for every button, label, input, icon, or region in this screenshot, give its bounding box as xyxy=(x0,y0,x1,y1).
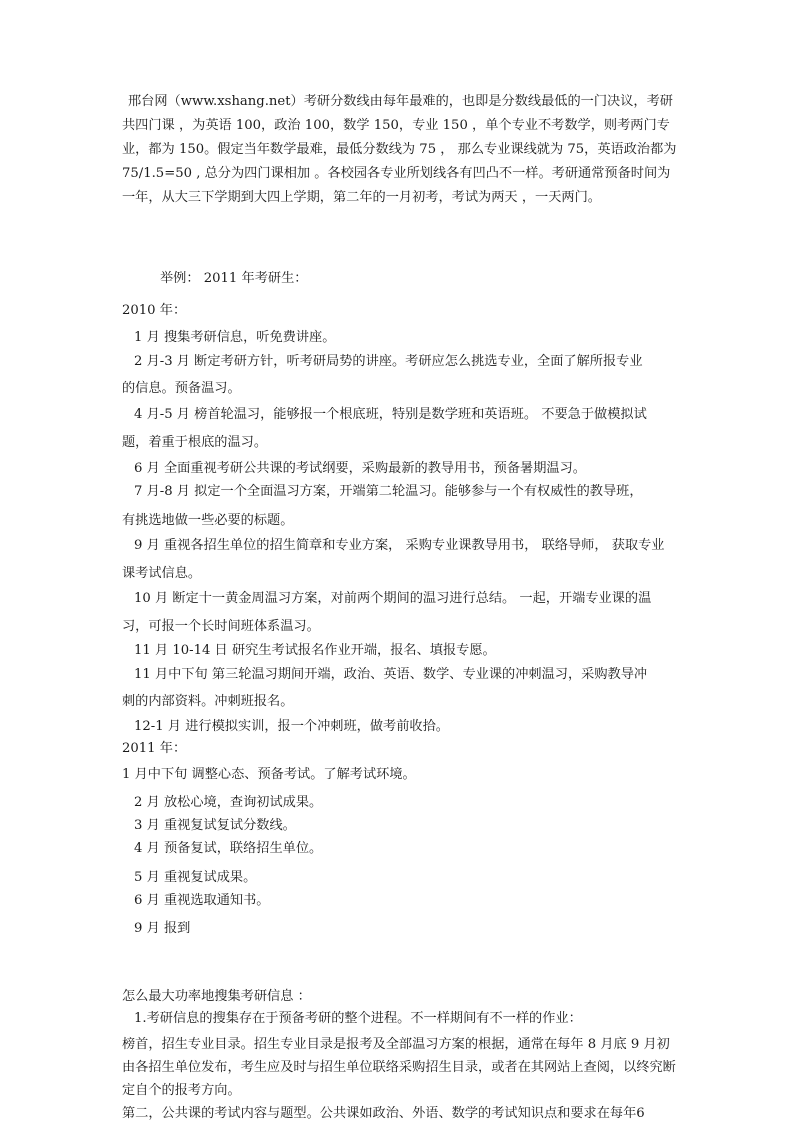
example-heading: 举例： 2011 年考研生： xyxy=(160,271,308,286)
list-item: 2 月 放松心境，查询初试成果。 xyxy=(134,795,323,810)
list-item: 4 月-5 月 榜首轮温习，能够报一个根底班，特别是数学班和英语班。 不要急于做模拟试 xyxy=(134,407,647,422)
list-item-continuation: 刺的内部资料。冲刺班报名。 xyxy=(122,694,294,709)
intro-paragraph: 邢台网（www.xshang.net）考研分数线由每年最难的，也即是分数线最低的一门决议，考研共四门课 ，为英语 100，政治 100，数学 150，专业 150 ，单个专业不考数学，则考两门专业，都为 150。假定当年数学最难，最低分数线为 75 ， 那么专业课线就为 75，英语政治都为 75/1.5=50 , 总分为四门课相加 。各校园各专业所划线各有凹凸不一样。考研通常预备时间为一年，从大三下学期到大四上学期，第二年的一月初考，考试为两天 ，一天两门。 xyxy=(122,94,677,205)
list-item: 5 月 重视复试成果。 xyxy=(134,870,257,885)
list-item: 9 月 重视各招生单位的招生简章和专业方案， 采购专业课教导用书， 联络导师， 获取专业 xyxy=(134,538,665,553)
list-item-continuation: 有挑选地做一些必要的标题。 xyxy=(122,513,294,528)
list-item-continuation: 的信息。预备温习。 xyxy=(122,381,241,396)
list-item: 6 月 全面重视考研公共课的考试纲要，采购最新的教导用书，预备暑期温习。 xyxy=(134,461,586,476)
first-paragraph: 榜首，招生专业目录。招生专业目录是报考及全部温习方案的根据，通常在每年 8 月底 9 月初由各招生单位发布，考生应及时与招生单位联络采购招生目录，或者在其网站上查阅，以终究断定自个的报考方向。 xyxy=(122,1037,676,1098)
list-item: 3 月 重视复试复试分数线。 xyxy=(134,818,296,833)
list-item: 9 月 报到 xyxy=(134,921,191,936)
list-item-continuation: 习，可报一个长时间班体系温习。 xyxy=(122,619,320,634)
list-item: 1 月中下旬 调整心态、预备考试。了解考试环境。 xyxy=(122,767,416,782)
list-item: 4 月 预备复试，联络招生单位。 xyxy=(134,841,323,856)
list-item: 6 月 重视选取通知书。 xyxy=(134,893,270,908)
section-heading: 怎么最大功率地搜集考研信息 ： xyxy=(122,989,311,1004)
section-point: 1.考研信息的搜集存在于预备考研的整个进程。不一样期间有不一样的作业： xyxy=(134,1011,582,1026)
year-2010-label: 2010 年： xyxy=(122,303,187,318)
list-item: 2 月-3 月 断定考研方针，听考研局势的讲座。考研应怎么挑选专业，全面了解所报专业 xyxy=(134,354,643,369)
list-item: 11 月中下旬 第三轮温习期间开端，政治、英语、数学、专业课的冲刺温习，采购教导冲 xyxy=(134,667,648,682)
second-line: 第二，公共课的考试内容与题型。公共课如政治、外语、数学的考试知识点和要求在每年6 xyxy=(122,1106,645,1121)
list-item: 11 月 10-14 日 研究生考试报名作业开端，报名、填报专愿。 xyxy=(134,643,496,658)
year-2011-label: 2011 年： xyxy=(122,741,187,756)
list-item-continuation: 课考试信息。 xyxy=(122,566,202,581)
list-item: 12-1 月 进行模拟实训，报一个冲刺班，做考前收拾。 xyxy=(134,719,449,734)
list-item: 7 月-8 月 拟定一个全面温习方案，开端第二轮温习。能够参与一个有权威性的教导班， xyxy=(134,484,643,499)
list-item-continuation: 题，着重于根底的温习。 xyxy=(122,435,268,450)
list-item: 1 月 搜集考研信息，听免费讲座。 xyxy=(134,330,336,345)
list-item: 10 月 断定十一黄金周温习方案，对前两个期间的温习进行总结。 一起，开端专业课的温 xyxy=(134,591,652,606)
